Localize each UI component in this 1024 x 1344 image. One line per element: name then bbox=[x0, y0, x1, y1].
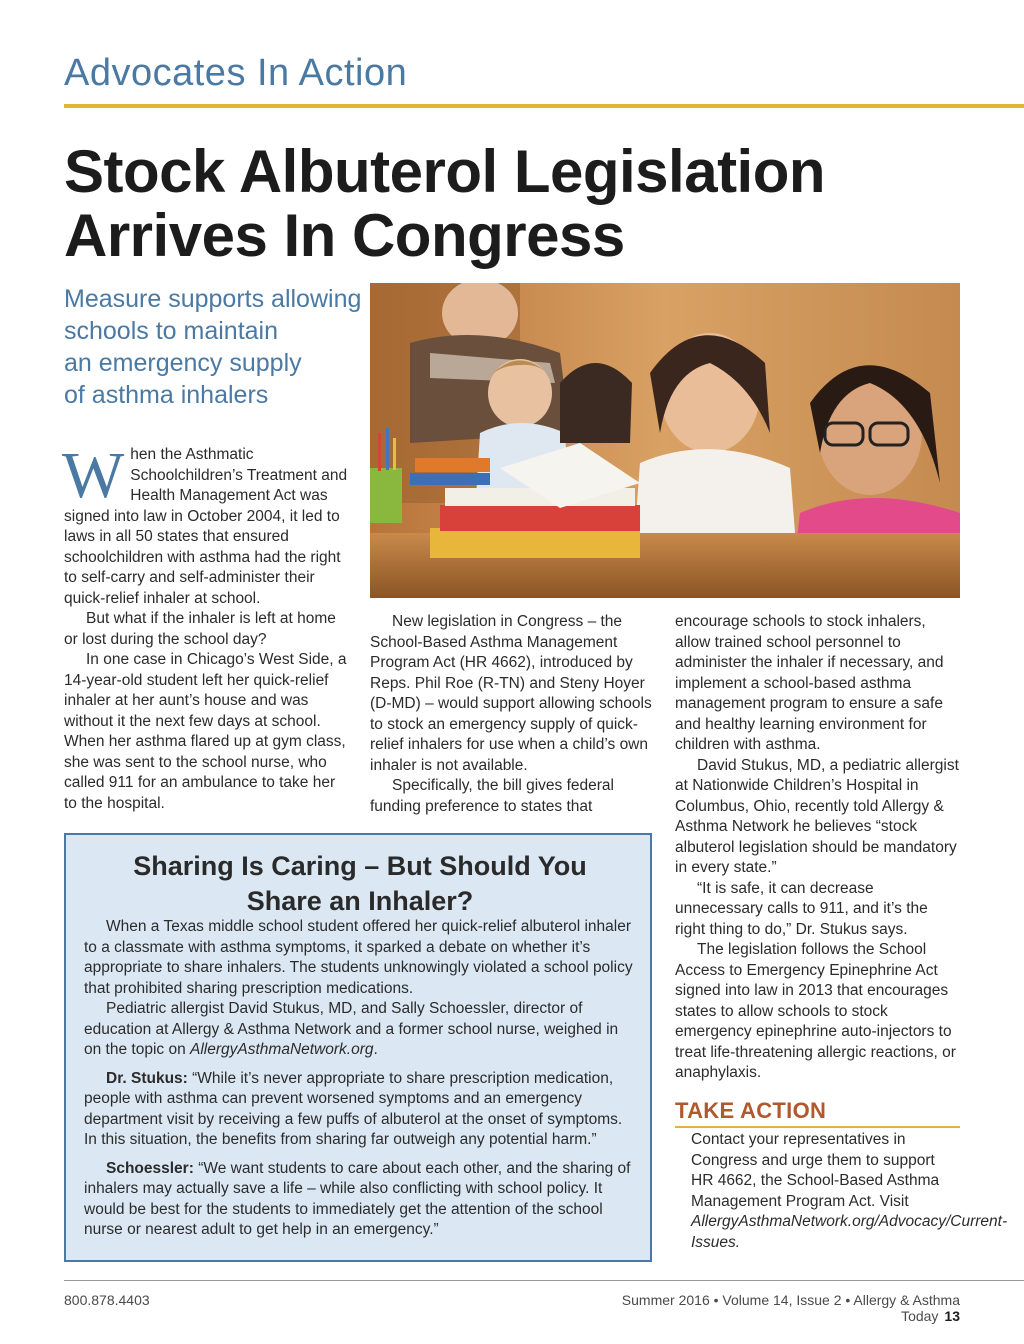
classroom-photo bbox=[370, 283, 960, 598]
section-title: Advocates In Action bbox=[64, 52, 408, 94]
article-column-2 bbox=[370, 612, 655, 817]
col3-paragraph-2: David Stukus, MD, a pediatric allergist at Nationwide Children’s Hospital in Columbus, Ohio, recently told Allergy & Asthma Network he believes “stock albuterol legislation should be mandatory in every state.” bbox=[675, 756, 959, 876]
sidebar-link[interactable]: AllergyAsthmaNetwork.org bbox=[190, 1041, 374, 1058]
sidebar-body bbox=[84, 917, 636, 1241]
sidebar-paragraph-2 bbox=[84, 999, 636, 1061]
footer-issue: Summer 2016 • Volume 14, Issue 2 • Allergy & Asthma Today bbox=[621, 1292, 960, 1324]
section-divider bbox=[64, 104, 1024, 108]
col3-paragraph-1: encourage schools to stock inhalers, allow trained school personnel to administer the inhaler if necessary, and implement a school-based asthma management program to ensure a safe and healthy learning environment for children with asthma. bbox=[675, 613, 944, 753]
deck-line-4: of asthma inhalers bbox=[64, 381, 269, 409]
col1-paragraph-2: But what if the inhaler is left at home or lost during the school day? bbox=[64, 610, 336, 648]
take-action-body bbox=[691, 1130, 1008, 1253]
col2-paragraph-2: Specifically, the bill gives federal funding preference to states that bbox=[370, 777, 614, 815]
col3-paragraph-4: The legislation follows the School Access to Emergency Epinephrine Act signed into law in 2013 that encourages states to allow schools to stock emergency epinephrine auto-injectors to treat life-threatening allergic reactions, or anaphylaxis. bbox=[675, 941, 956, 1081]
col2-paragraph-1: New legislation in Congress – the School-Based Asthma Management Program Act (HR 4662), introduced by Reps. Phil Roe (R-TN) and Steny Hoyer (D-MD) – would support allowing schools to stock an emergency supply of quick-relief inhalers for use when a child’s own inhaler is not available. bbox=[370, 613, 652, 774]
col3-paragraph-3: “It is safe, it can decrease unnecessary calls to 911, and it’s the right thing to do,” Dr. Stukus says. bbox=[675, 879, 928, 938]
quote-speaker-schoessler: Schoessler: bbox=[106, 1159, 194, 1177]
footer-issue-info bbox=[560, 1292, 960, 1324]
deck-line-2: schools to maintain bbox=[64, 317, 279, 345]
sidebar-paragraph-1: When a Texas middle school student offered her quick-relief albuterol inhaler to a classmate with asthma symptoms, it sparked a debate on whether it’s appropriate to share inhalers. The students unknowingly violated a school policy that prohibited sharing prescription medications. bbox=[84, 918, 633, 997]
sidebar-quote-schoessler bbox=[84, 1159, 636, 1241]
take-action-divider bbox=[675, 1126, 960, 1128]
take-action-text: Contact your representatives in Congress and urge them to support HR 4662, the School-Based Asthma Management Program Act. Visit bbox=[691, 1131, 940, 1210]
quote-text-schoessler: “We want students to care about each other, and the sharing of inhalers may actually save a life – while also conflicting with school policy. It would be best for the students to immediately get the attention of the school nurse or nearest adult to get help in an emergency.” bbox=[84, 1159, 631, 1238]
take-action-heading: TAKE ACTION bbox=[675, 1098, 827, 1123]
headline-line-1: Stock Albuterol Legislation bbox=[64, 138, 826, 205]
sidebar-quote-stukus bbox=[84, 1069, 636, 1151]
article-deck bbox=[64, 283, 364, 411]
sidebar-box bbox=[64, 833, 652, 1262]
footer-phone: 800.878.4403 bbox=[64, 1292, 150, 1308]
sidebar-title-line-2: Share an Inhaler? bbox=[246, 886, 474, 916]
headline-line-2: Arrives In Congress bbox=[64, 202, 625, 269]
quote-text-stukus: “While it’s never appropriate to share prescription medication, people with asthma can prevent worsened symptoms and an emergency department visit by receiving a few puffs of albuterol at the onset of symptoms. In this situation, the benefits from sharing far outweigh any potential harm.” bbox=[84, 1069, 623, 1148]
quote-speaker-stukus: Dr. Stukus: bbox=[106, 1069, 188, 1087]
footer-divider bbox=[64, 1280, 1024, 1281]
sidebar-paragraph-2-text: Pediatric allergist David Stukus, MD, and Sally Schoessler, director of education at Allergy & Asthma Network and a former school nurse, weighed in on the topic on bbox=[84, 1000, 619, 1058]
sidebar-title bbox=[86, 849, 634, 919]
deck-line-3: an emergency supply bbox=[64, 349, 302, 377]
sidebar-paragraph-2-end: . bbox=[373, 1041, 378, 1058]
drop-cap: W bbox=[62, 439, 125, 512]
col1-paragraph-3: In one case in Chicago’s West Side, a 14-year-old student left her quick-relief inhaler at her aunt’s house and was without it the next few days at school. When her asthma flared up at gym class, she was sent to the school nurse, who called 911 for an ambulance to take her to the hospital. bbox=[64, 651, 347, 812]
article-column-1 bbox=[62, 439, 349, 814]
article-headline bbox=[64, 140, 964, 268]
page-number: 13 bbox=[944, 1308, 960, 1324]
col1-paragraph-1 bbox=[62, 439, 349, 609]
sidebar-title-line-1: Sharing Is Caring – But Should You bbox=[133, 851, 587, 881]
article-column-3 bbox=[675, 612, 960, 1084]
col1-paragraph-1-text: hen the Asthmatic Schoolchildren’s Treatment and Health Management Act was signed into law in October 2004, it led to laws in all 50 states that ensured schoolchildren with asthma had the right to self-carry and self-administer their quick-relief inhaler at school. bbox=[64, 446, 348, 607]
deck-line-1: Measure supports allowing bbox=[64, 285, 362, 313]
take-action-link[interactable]: AllergyAsthmaNetwork.org/Advocacy/Current-Issues. bbox=[691, 1213, 1008, 1251]
